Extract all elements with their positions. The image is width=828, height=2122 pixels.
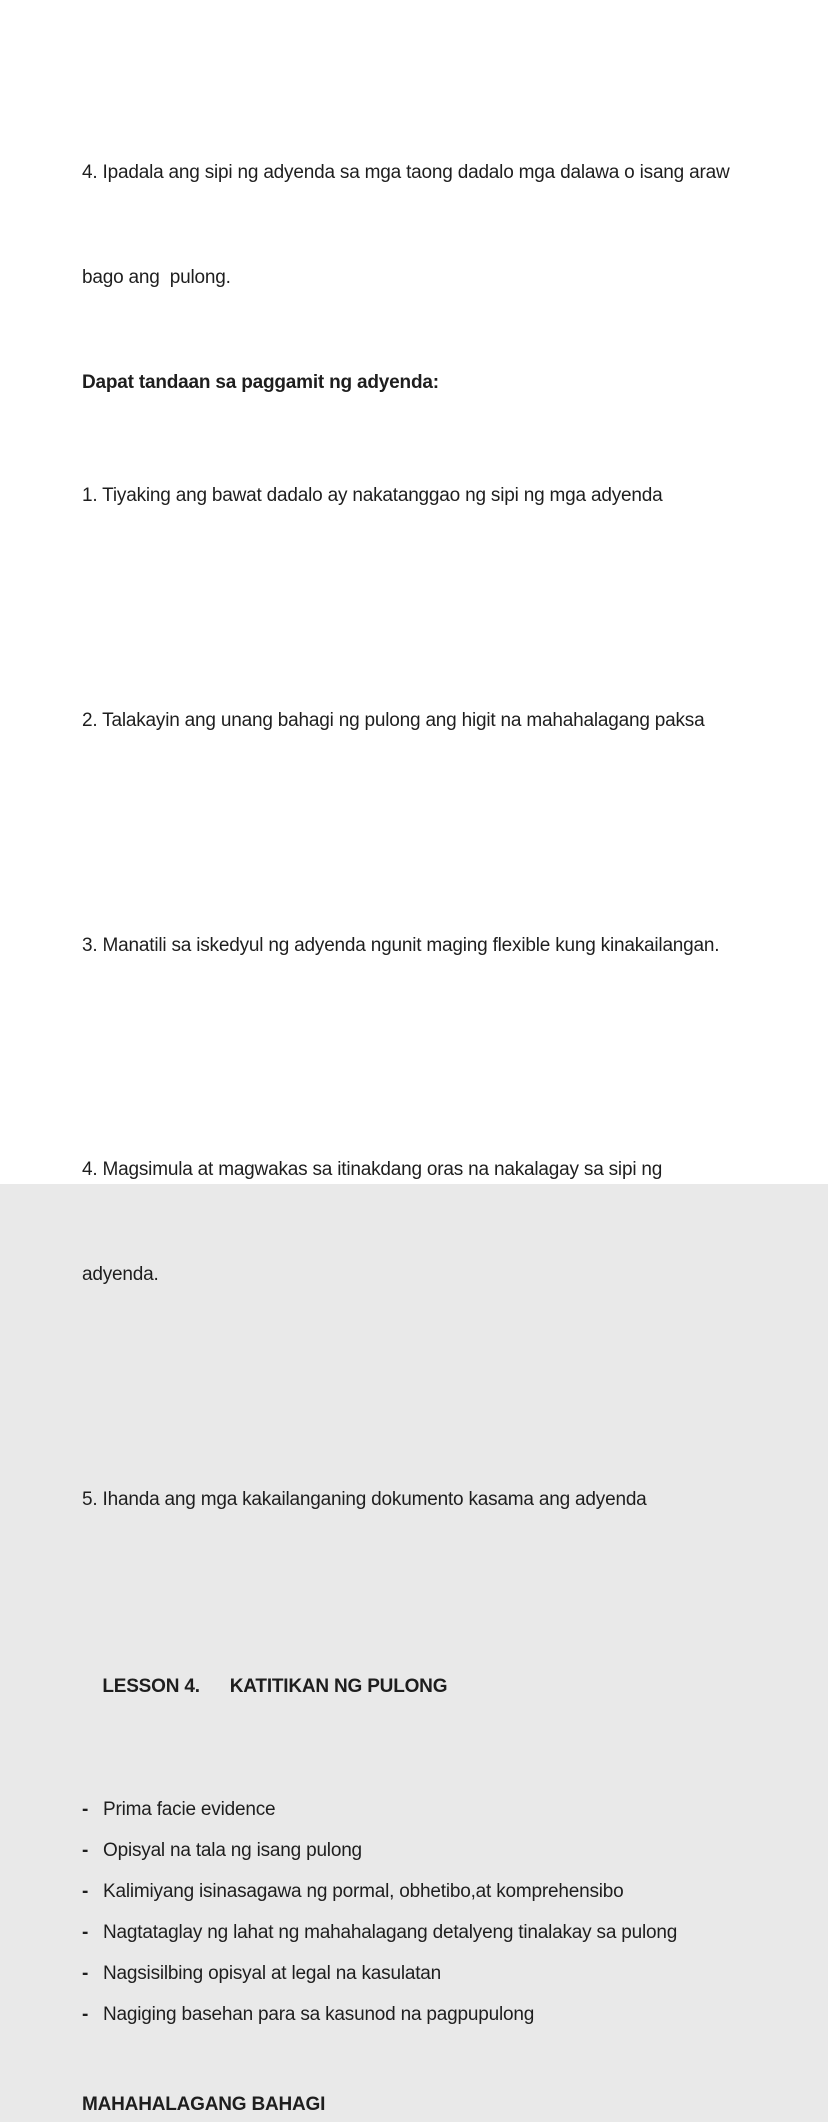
list-item-text: Prima facie evidence xyxy=(103,1799,276,1820)
lesson-label: LESSON 4. xyxy=(102,1676,200,1697)
numbered-item-3 xyxy=(82,858,792,1033)
paragraph-line: 1. Tiyaking ang bawat dadalo ay nakatanggao ng sipi ng mga adyenda xyxy=(82,485,663,506)
list-item xyxy=(82,1956,792,1991)
list-item-text: Nagiging basehan para sa kasunod na pagpupulong xyxy=(103,2004,535,2025)
paragraph-line: 3. Manatili sa iskedyul ng adyenda ngunit maging flexible kung kinakailangan. xyxy=(82,935,720,956)
dash-bullet-marker: - xyxy=(82,1963,89,1984)
numbered-item-4-previous-section xyxy=(82,85,792,365)
numbered-item-4 xyxy=(82,1082,792,1362)
list-item xyxy=(82,1997,792,2032)
list-item-text: Nagsisilbing opisyal at legal na kasulatan xyxy=(103,1963,442,1984)
lesson-title: KATITIKAN NG PULONG xyxy=(229,1676,448,1697)
paragraph-line: 4. Ipadala ang sipi ng adyenda sa mga taong dadalo mga dalawa o isang araw xyxy=(82,162,730,183)
paragraph-line: adyenda. xyxy=(82,1264,159,1285)
list-item xyxy=(82,1915,792,1950)
lesson-heading xyxy=(82,1634,792,1739)
dash-bullet-marker: - xyxy=(82,1799,89,1820)
dash-bullet-marker: - xyxy=(82,2004,89,2025)
paragraph-line: 5. Ihanda ang mga kakailanganing dokumento kasama ang adyenda xyxy=(82,1489,647,1510)
subheading-dapat-tandaan: Dapat tandaan sa paggamit ng adyenda: xyxy=(82,372,439,393)
numbered-item-5 xyxy=(82,1412,792,1587)
paragraph-line: 2. Talakayin ang unang bahagi ng pulong ang higit na mahahalagang paksa xyxy=(82,710,705,731)
paragraph-line: bago ang pulong. xyxy=(82,267,231,288)
numbered-item-2 xyxy=(82,633,792,808)
list-item-text: Opisyal na tala ng isang pulong xyxy=(103,1840,362,1861)
list-item xyxy=(82,1874,792,1909)
list-item xyxy=(82,1792,792,1827)
paragraph-line: 4. Magsimula at magwakas sa itinakdang oras na nakalagay sa sipi ng xyxy=(82,1159,663,1180)
bullet-list xyxy=(82,1792,792,2032)
list-item-text: Nagtataglay ng lahat ng mahahalagang detalyeng tinalakay sa pulong xyxy=(103,1922,678,1943)
section-heading-mahahalagang-bahagi: MAHAHALAGANG BAHAGI xyxy=(82,2094,326,2115)
numbered-item-1 xyxy=(82,408,792,583)
list-item xyxy=(82,1833,792,1868)
list-item-text: Kalimiyang isinasagawa ng pormal, obhetibo,at komprehensibo xyxy=(103,1881,624,1902)
dash-bullet-marker: - xyxy=(82,1922,89,1943)
dash-bullet-marker: - xyxy=(82,1881,89,1902)
dash-bullet-marker: - xyxy=(82,1840,89,1861)
